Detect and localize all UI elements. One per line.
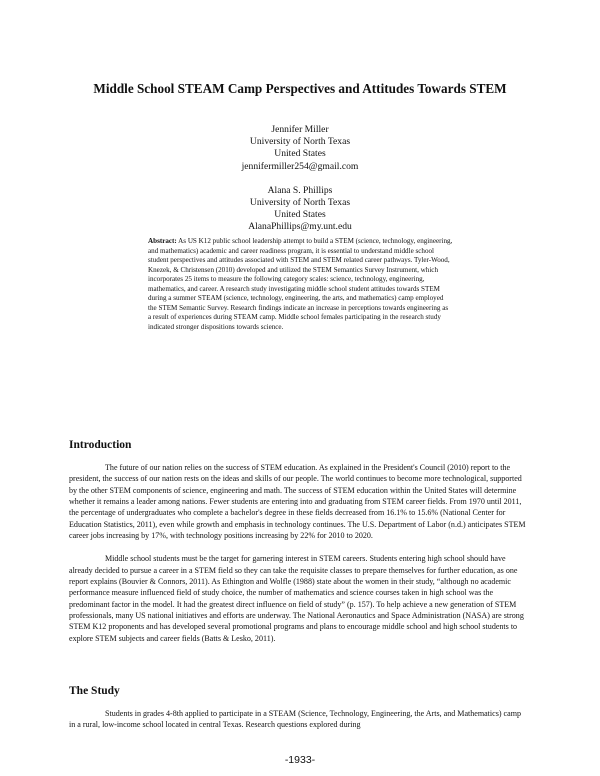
section-body-introduction [69, 462, 527, 656]
author-country: United States [274, 209, 326, 221]
page-number: -1933- [284, 754, 316, 766]
paragraph: The future of our nation relies on the success of STEM education. As explained in the President's Council (2010) report to the president, the success of our nation rests on the ideas and skills of our people. The world continues to become more technological, supported by the other STEM components of science, engineering and math. The success of STEM education within the United States will determine whether it remains a leader among nations. Fewer students are entering into and graduating from STEM career fields. From 1970 until 2011, the percentage of undergraduates who complete a bachelor's degree in these fields decreased from 16.1% to 15.6% (National Center for Education Statistics, 2011), even while growth and emphasis in technology continues. The U.S. Department of Labor (n.d.) anticipates STEM career jobs increasing by 17%, with technology positions increasing by 22% for 2010 to 2020. [69, 463, 526, 541]
paper-title: Middle School STEAM Camp Perspectives and Attitudes Towards STEM [93, 81, 507, 96]
paragraph: Middle school students must be the target for garnering interest in STEM careers. Students entering high school should have already decided to pursue a career in a STEM field so they can take the requisite classes to prepare themselves for further education, as one report explains (Bouvier & Connors, 2011). As Ethington and Wolfle (1988) state about the women in their study, “although no academic performance measure influenced field of study choice, the number of mathematics and science courses taken in high school was the predominant factor in the model. It had the greatest direct influence on field of study” (p. 157). To help achieve a new generation of STEM professionals, many US national initiatives and efforts are underway. The National Aeronautics and Space Administration (NASA) are strong STEM K12 proponents and has developed several promotional programs and plans to encourage middle school and high school students to explore STEM subjects and career fields (Batts & Lesko, 2011). [69, 554, 524, 643]
paragraph: Students in grades 4-8th applied to participate in a STEAM (Science, Technology, Engineering, the Arts, and Mathematics) camp in a rural, low-income school located in central Texas. Research questions explored during [69, 709, 521, 730]
section-heading-introduction: Introduction [69, 439, 132, 451]
author-email: AlanaPhillips@my.unt.edu [248, 221, 352, 233]
author-block [150, 185, 450, 234]
section-heading-the-study: The Study [69, 685, 120, 697]
author-block [150, 124, 450, 173]
author-country: United States [274, 148, 326, 160]
abstract [148, 237, 453, 332]
abstract-label: Abstract: [148, 237, 177, 245]
abstract-text: As US K12 public school leadership attempt to build a STEM (science, technology, engineering, and mathematics) academic and career readiness program, it is essential to understand middle school student perspectives and attitudes associated with STEM and STEM related career pathways. Tyler-Wood, Knezek, & Christensen (2010) developed and utilized the STEM Semantics Survey Instrument, which incorporates 25 items to measure the following category scales: science, technology, engineering, mathematics, and career. A research study investigating middle school student attitudes towards STEM during a summer STEAM (science, technology, engineering, the arts, and mathematics) camp employed the STEM Semantic Survey. Research findings indicate an increase in perceptions towards engineering as a result of experiences during STEAM camp. Middle school females participating in the research study indicated stronger dispositions towards science. [148, 237, 453, 331]
author-affiliation: University of North Texas [249, 197, 351, 209]
author-name: Alana S. Phillips [267, 184, 333, 196]
author-email: jennifermiller254@gmail.com [241, 160, 359, 172]
author-list [150, 124, 450, 246]
author-affiliation: University of North Texas [249, 136, 351, 148]
author-name: Jennifer Miller [271, 124, 329, 135]
section-body-the-study [69, 708, 527, 743]
